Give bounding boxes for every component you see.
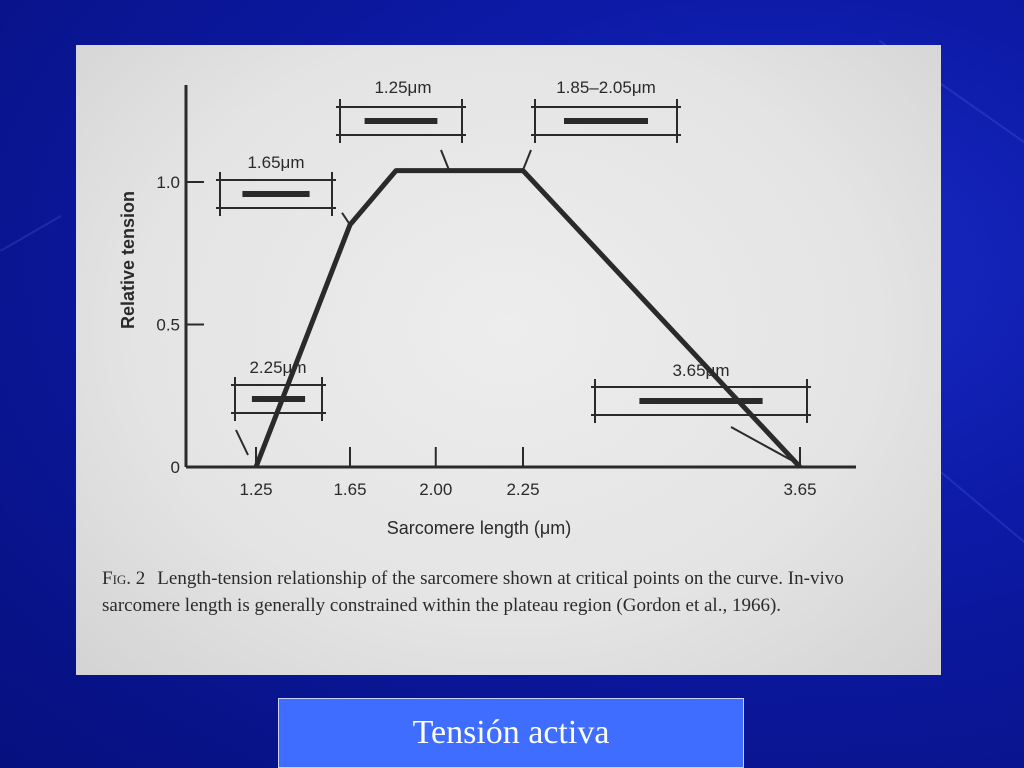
- chart-ticks: [156, 173, 816, 499]
- chart-labels: [118, 78, 802, 538]
- y-tick-label: 0: [170, 458, 180, 477]
- x-axis-label: Sarcomere length (μm): [386, 518, 572, 538]
- data-point: [799, 466, 802, 469]
- pointer-arrow: [731, 427, 791, 460]
- data-point: [448, 169, 451, 172]
- data-point: [395, 169, 398, 172]
- background-streak: [939, 470, 1024, 549]
- annotation-label: 3.65μm: [672, 361, 730, 380]
- chart-axes: [186, 85, 856, 467]
- tension-curve: [256, 171, 800, 467]
- x-tick-label: 1.25: [239, 480, 273, 499]
- caption-label: Fig. 2: [102, 568, 146, 589]
- y-tick-label: 1.0: [156, 173, 180, 192]
- y-axis-label: Relative tension: [118, 190, 138, 330]
- annotation-label: 1.65μm: [247, 153, 305, 172]
- x-tick-label: 1.65: [333, 480, 367, 499]
- data-point: [349, 223, 352, 226]
- slide-title: Tensión activa: [278, 698, 744, 768]
- figure-caption: [102, 565, 902, 619]
- x-tick-label: 3.65: [783, 480, 817, 499]
- background-streak: [0, 215, 62, 252]
- data-point: [255, 466, 258, 469]
- pointer-arrow: [236, 430, 248, 455]
- caption-text: Length-tension relationship of the sarcomere shown at critical points on the curve. In-vivo sarcomere length is generally constrained within the plateau region (Gordon et al., 1966).: [102, 568, 844, 616]
- pointer-arrow: [523, 150, 531, 170]
- annotation-label: 1.85–2.05μm: [556, 78, 656, 97]
- annotation-label: 2.25μm: [249, 358, 307, 377]
- x-tick-label: 2.00: [419, 480, 453, 499]
- pointer-arrow: [441, 150, 449, 170]
- x-tick-label: 2.25: [506, 480, 540, 499]
- data-point: [522, 169, 525, 172]
- y-tick-label: 0.5: [156, 315, 180, 335]
- annotation-label: 1.25μm: [374, 78, 432, 97]
- sarcomere-diagrams: [216, 99, 811, 460]
- figure-photo: [76, 45, 941, 675]
